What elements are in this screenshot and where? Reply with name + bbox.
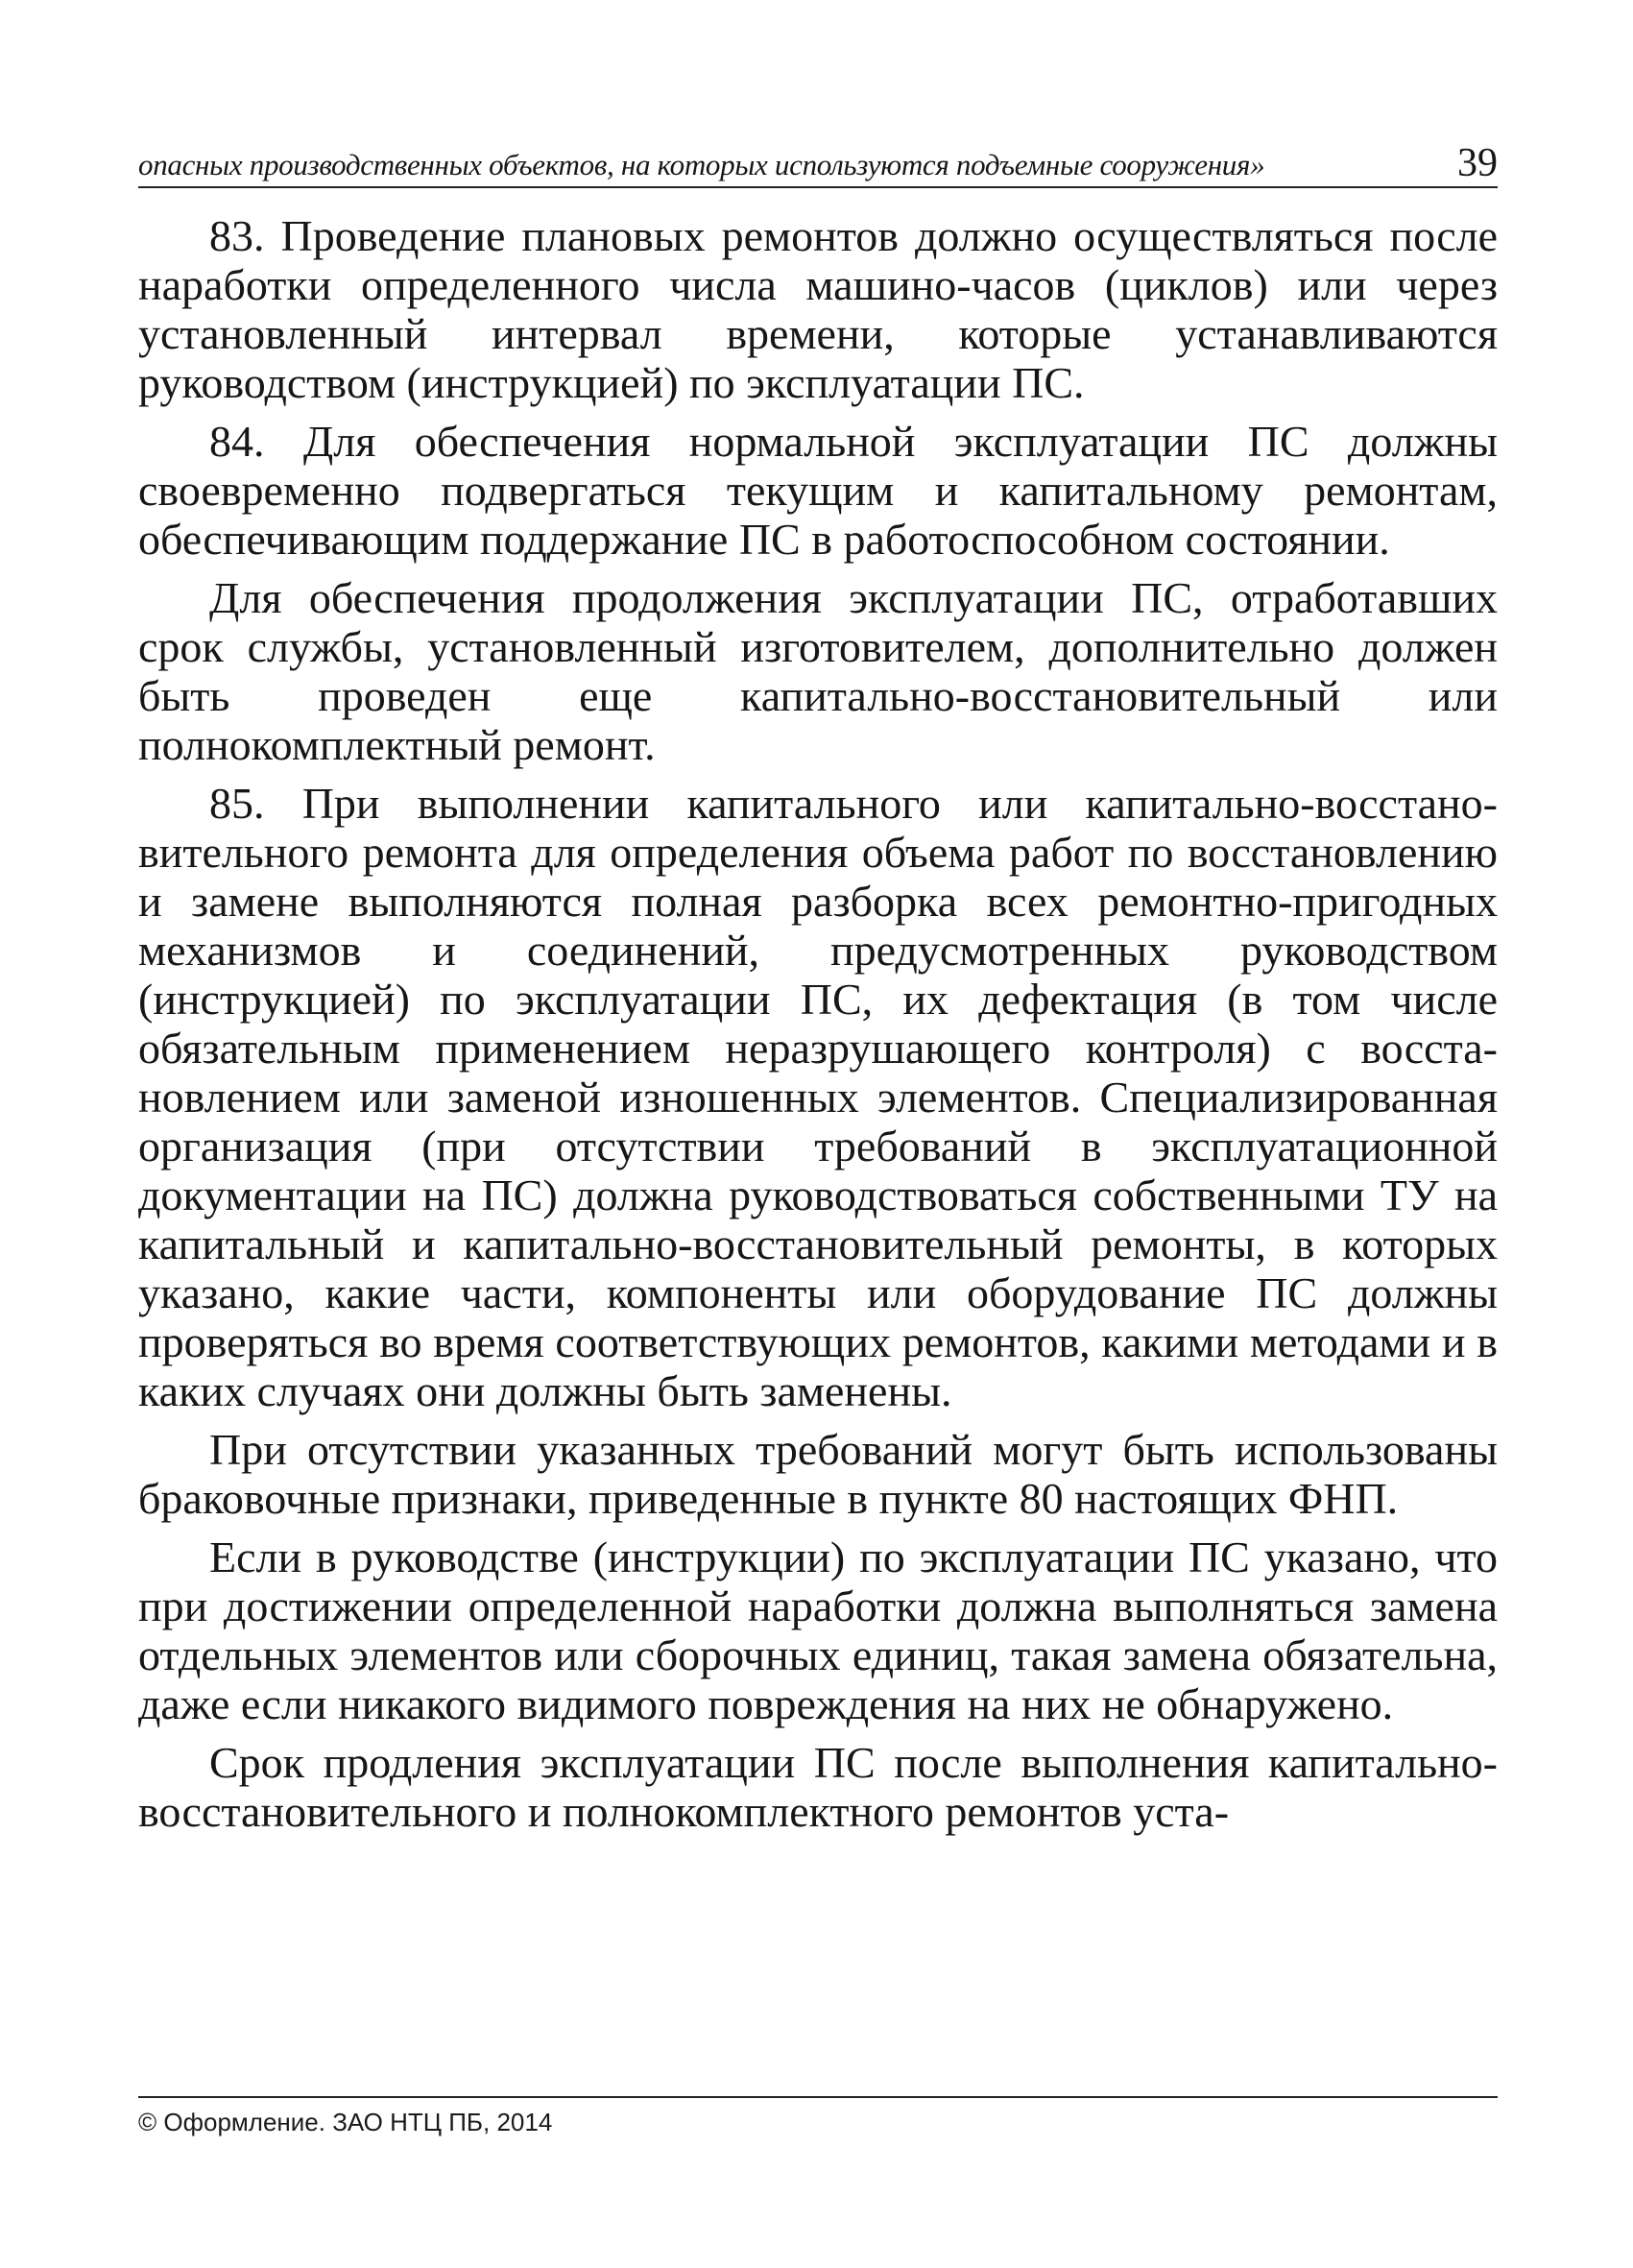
paragraph-85: 85. При выполнении капитального или капитально-восстановительного ремонта для определения объема работ по восстановлению и замене выполняются полная разборка всех ремонтно-пригодных механизмов и соединений, предусмотренных руководством (инструкцией) по эксплуатации ПС, их дефектация (в том числе обязательным применением неразрушающего контроля) с восстановлением или заменой изношенных элементов. Специализированная организация (при отсутствии требований в эксплуатационной документации на ПС) должна руководствоваться собственными ТУ на капитальный и капитально-восстановительный ремонты, в которых указано, какие части, компоненты или оборудование ПС должны проверяться во время соответствующих ремонтов, какими методами и в каких случаях они должны быть заменены. <box>138 779 1498 1415</box>
header-title: опасных производственных объектов, на которых используются подъемные сооружения» <box>138 148 1265 181</box>
footer-copyright: © Оформление. ЗАО НТЦ ПБ, 2014 <box>138 2096 1498 2137</box>
page-number: 39 <box>1457 141 1498 185</box>
paragraph-84-continued: Для обеспечения продолжения эксплуатации ПС, отработавших срок службы, установленный изготовителем, дополнительно должен быть проведен еще капитально-восстановительный или полнокомплектный ремонт. <box>138 573 1498 769</box>
paragraph-85-replacement: Если в руководстве (инструкции) по эксплуатации ПС указано, что при достижении определенной наработки должна выполняться замена отдельных элементов или сборочных единиц, такая замена обязательна, даже если никакого видимого повреждения на них не обнаружено. <box>138 1532 1498 1728</box>
paragraph-84: 84. Для обеспечения нормальной эксплуатации ПС должны своевременно подвергаться текущим и капитальному ремонтам, обеспечивающим поддержание ПС в работоспособном состоянии. <box>138 417 1498 564</box>
paragraph-85-extension: Срок продления эксплуатации ПС после выполнения капитально-восстановительного и полнокомплектного ремонтов уста- <box>138 1738 1498 1836</box>
running-header <box>138 142 1498 188</box>
paragraph-83: 83. Проведение плановых ремонтов должно осуществляться после наработки определенного числа машино-часов (циклов) или через установленный интервал времени, которые устанавливаются руководством (инструкцией) по эксплуатации ПС. <box>138 211 1498 407</box>
paragraph-85-defect-criteria: При отсутствии указанных требований могут быть использованы браковочные признаки, приведенные в пункте 80 настоящих ФНП. <box>138 1425 1498 1523</box>
body-text <box>138 211 1498 1846</box>
